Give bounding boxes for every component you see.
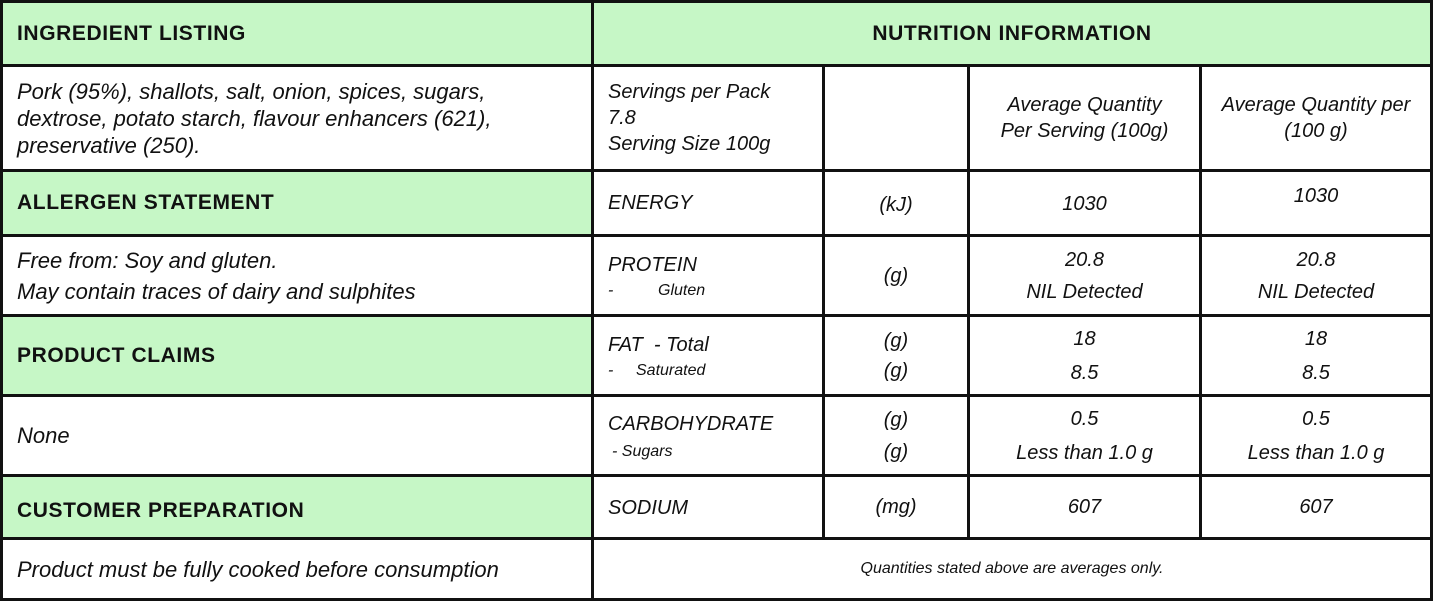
sodium-per-100g-cell: [1199, 474, 1433, 540]
carbohydrate-units: [884, 404, 908, 468]
sodium-label: SODIUM: [608, 497, 688, 519]
ingredient-listing-header: [0, 0, 594, 67]
protein-per-100g-values: [1258, 244, 1374, 308]
energy-label-cell: [591, 169, 825, 237]
fat-total-per-100g: 18: [1304, 327, 1328, 350]
averages-footnote: Quantities stated above are averages only.: [860, 560, 1164, 577]
energy-per-100g: 1030: [1293, 185, 1339, 207]
energy-per-serving: 1030: [1062, 193, 1107, 215]
unit-header-cell: [822, 64, 970, 172]
sodium-unit: (mg): [875, 496, 917, 518]
servings-text: [608, 79, 770, 157]
ingredient-line: dextrose, potato starch, flavour enhancers (621),: [17, 105, 492, 131]
fat-total-label: FAT - Total: [608, 333, 709, 356]
customer-preparation-body: [0, 537, 594, 601]
sodium-label-cell: [591, 474, 825, 540]
protein-per-serving-cell: [967, 234, 1202, 317]
fat-per-100g-values: [1302, 322, 1330, 390]
carbohydrate-per-serving-cell: [967, 394, 1202, 477]
carbohydrate-label-cell: [591, 394, 825, 477]
product-claims-text: None: [17, 423, 70, 448]
ingredient-listing-title: INGREDIENT LISTING: [17, 21, 246, 45]
fat-total-unit: (g): [883, 329, 909, 352]
protein-unit: (g): [883, 264, 909, 287]
sugars-per-100g: Less than 1.0 g: [1247, 441, 1385, 464]
per-serving-header: [967, 64, 1202, 172]
energy-unit-cell: [822, 169, 970, 237]
sodium-per-serving-cell: [967, 474, 1202, 540]
energy-per-100g-cell: [1199, 169, 1433, 237]
saturated-label: Saturated: [636, 361, 706, 379]
customer-preparation-text: Product must be fully cooked before consumption: [17, 556, 499, 582]
allergen-line: May contain traces of dairy and sulphites: [17, 278, 416, 304]
ingredient-line: preservative (250).: [17, 132, 201, 158]
saturated-sublabel: [608, 362, 705, 380]
energy-label: ENERGY: [608, 192, 693, 214]
gluten-per-serving: NIL Detected: [1026, 280, 1143, 303]
per-100g-header-line: (100 g): [1284, 120, 1348, 142]
carbohydrate-per-100g-values: [1248, 402, 1385, 470]
protein-per-100g: 20.8: [1296, 248, 1336, 271]
customer-preparation-header: [0, 474, 594, 540]
protein-per-100g-cell: [1199, 234, 1433, 317]
sugars-label: - Sugars: [612, 442, 673, 460]
ingredient-line: Pork (95%), shallots, salt, onion, spices, sugars,: [17, 78, 486, 104]
carbohydrate-per-100g-cell: [1199, 394, 1433, 477]
per-serving-header-line: Per Serving (100g): [1000, 120, 1169, 142]
product-claims-body: [0, 394, 594, 477]
allergen-statement-body: [0, 234, 594, 317]
saturated-per-100g: 8.5: [1302, 361, 1330, 384]
product-claims-title: PRODUCT CLAIMS: [17, 343, 216, 367]
fat-per-serving-values: [1071, 322, 1099, 390]
dash-glyph: -: [608, 361, 614, 379]
carbohydrate-per-serving: 0.5: [1070, 407, 1099, 430]
protein-per-serving: 20.8: [1065, 248, 1104, 271]
fat-units: [884, 326, 908, 386]
per-serving-header-line: Average Quantity: [1007, 94, 1162, 116]
ingredient-listing-body: [0, 64, 594, 172]
carbohydrate-per-100g: 0.5: [1302, 407, 1330, 430]
carbohydrate-label: CARBOHYDRATE: [608, 412, 774, 435]
fat-label-cell: [591, 314, 825, 397]
servings-per-pack-value: 7.8: [608, 107, 636, 129]
product-claims-header: [0, 314, 594, 397]
per-100g-header-text: [1222, 92, 1411, 144]
ingredient-list-text: [3, 78, 491, 159]
energy-unit: (kJ): [879, 194, 913, 216]
gluten-per-100g: NIL Detected: [1257, 280, 1375, 303]
servings-per-pack-label: Servings per Pack: [608, 81, 771, 103]
serving-size: Serving Size 100g: [608, 133, 771, 155]
fat-per-100g-cell: [1199, 314, 1433, 397]
fat-unit-cell: [822, 314, 970, 397]
nutrition-information-header: [591, 0, 1433, 67]
allergen-statement-title: ALLERGEN STATEMENT: [17, 191, 275, 214]
protein-unit-cell: [822, 234, 970, 317]
gluten-label: Gluten: [658, 281, 706, 299]
saturated-per-serving: 8.5: [1070, 361, 1099, 384]
gluten-sublabel: [608, 282, 705, 300]
fat-per-serving-cell: [967, 314, 1202, 397]
per-serving-header-text: [1001, 92, 1169, 144]
allergen-line: Free from: Soy and gluten.: [17, 247, 278, 273]
saturated-unit: (g): [883, 359, 909, 382]
footnote-cell: [591, 537, 1433, 601]
servings-cell: [591, 64, 825, 172]
allergen-text: [3, 245, 416, 307]
sugars-unit: (g): [883, 440, 909, 463]
carbohydrate-unit: (g): [883, 408, 909, 431]
sodium-per-100g: 607: [1299, 496, 1333, 518]
fat-total-per-serving: 18: [1073, 327, 1096, 350]
per-100g-header-line: Average Quantity per: [1221, 94, 1411, 116]
carbohydrate-unit-cell: [822, 394, 970, 477]
protein-label-cell: [591, 234, 825, 317]
per-100g-header: [1199, 64, 1433, 172]
customer-preparation-title: CUSTOMER PREPARATION: [17, 499, 305, 522]
allergen-statement-header: [0, 169, 594, 237]
protein-label: PROTEIN: [608, 253, 697, 276]
protein-per-serving-values: [1026, 244, 1142, 308]
nutrition-information-title: NUTRITION INFORMATION: [872, 21, 1152, 45]
sodium-unit-cell: [822, 474, 970, 540]
dash-glyph: -: [608, 281, 614, 299]
energy-per-serving-cell: [967, 169, 1202, 237]
sugars-per-serving: Less than 1.0 g: [1016, 441, 1153, 464]
carbohydrate-per-serving-values: [1016, 402, 1153, 470]
sodium-per-serving: 607: [1067, 496, 1102, 518]
